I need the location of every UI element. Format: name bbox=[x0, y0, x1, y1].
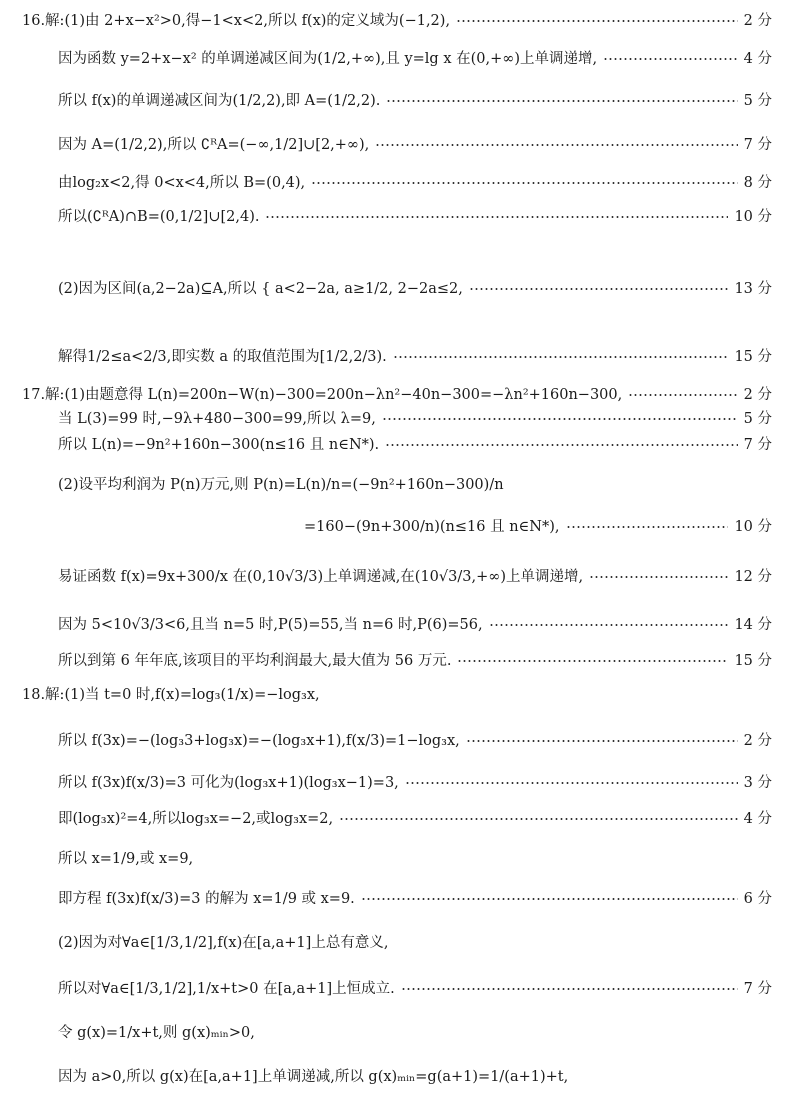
line-text: 因为 a>0,所以 g(x)在[a,a+1]上单调递减,所以 g(x)ₘᵢₙ=g(a+1)=1/(a+1)+t, bbox=[58, 1069, 569, 1085]
answer-line bbox=[22, 850, 772, 868]
line-score: 10 分 bbox=[734, 209, 772, 225]
answer-line bbox=[22, 174, 772, 192]
line-score: 7 分 bbox=[743, 981, 772, 997]
line-score: 13 分 bbox=[734, 281, 772, 297]
line-score: 8 分 bbox=[743, 175, 772, 191]
line-text: (2)因为对∀a∈[1/3,1/2],f(x)在[a,a+1]上总有意义, bbox=[58, 935, 389, 951]
line-text: 所以 x=1/9,或 x=9, bbox=[58, 851, 194, 867]
line-text: 由log₂x<2,得 0<x<4,所以 B=(0,4), bbox=[58, 175, 306, 191]
leader-dots bbox=[339, 818, 738, 820]
leader-dots bbox=[382, 418, 738, 420]
line-score: 6 分 bbox=[743, 891, 772, 907]
answer-line bbox=[22, 348, 772, 366]
answer-line bbox=[22, 12, 772, 30]
line-text: =160−(9n+300/n)(n≤16 且 n∈N*), bbox=[304, 519, 560, 535]
line-text: 16.解:(1)由 2+x−x²>0,得−1<x<2,所以 f(x)的定义域为(−1,2), bbox=[22, 13, 451, 29]
answer-line bbox=[22, 50, 772, 68]
answer-line bbox=[22, 810, 772, 828]
line-text: 因为函数 y=2+x−x² 的单调递减区间为(1/2,+∞),且 y=lg x 在(0,+∞)上单调递增, bbox=[58, 51, 598, 67]
leader-dots bbox=[628, 394, 737, 396]
line-score: 14 分 bbox=[734, 617, 772, 633]
leader-dots bbox=[265, 216, 728, 218]
line-text: 易证函数 f(x)=9x+300/x 在(0,10√3/3)上单调递减,在(10√3/3,+∞)上单调递增, bbox=[58, 569, 584, 585]
leader-dots bbox=[589, 576, 728, 578]
answer-line bbox=[22, 1068, 772, 1086]
leader-dots bbox=[566, 526, 729, 528]
answer-line bbox=[22, 732, 772, 750]
leader-dots bbox=[393, 356, 729, 358]
line-text: 所以到第 6 年年底,该项目的平均利润最大,最大值为 56 万元. bbox=[58, 653, 452, 669]
leader-dots bbox=[405, 782, 738, 784]
answer-line bbox=[22, 436, 772, 454]
line-text: 所以 f(x)的单调递减区间为(1/2,2),即 A=(1/2,2). bbox=[58, 93, 381, 109]
line-text: 即(log₃x)²=4,所以log₃x=−2,或log₃x=2, bbox=[58, 811, 334, 827]
answer-line bbox=[22, 208, 772, 226]
line-score: 2 分 bbox=[743, 387, 772, 403]
answer-line bbox=[22, 934, 772, 952]
line-score: 7 分 bbox=[743, 437, 772, 453]
line-text: (2)因为区间(a,2−2a)⊆A,所以 { a<2−2a, a≥1/2, 2−2a≤2, bbox=[58, 281, 463, 297]
answer-line bbox=[22, 476, 772, 494]
line-score: 2 分 bbox=[743, 733, 772, 749]
line-score: 15 分 bbox=[734, 349, 772, 365]
line-text: 所以 f(3x)f(x/3)=3 可化为(log₃x+1)(log₃x−1)=3, bbox=[58, 775, 399, 791]
line-text: 令 g(x)=1/x+t,则 g(x)ₘᵢₙ>0, bbox=[58, 1025, 255, 1041]
line-score: 3 分 bbox=[743, 775, 772, 791]
line-score: 15 分 bbox=[734, 653, 772, 669]
answer-line bbox=[22, 568, 772, 586]
line-text: 所以 f(3x)=−(log₃3+log₃x)=−(log₃x+1),f(x/3)=1−log₃x, bbox=[58, 733, 460, 749]
line-text: 所以(∁ᴿA)∩B=(0,1/2]∪[2,4). bbox=[58, 209, 260, 225]
answer-line bbox=[22, 890, 772, 908]
line-text: 解得1/2≤a<2/3,即实数 a 的取值范围为[1/2,2/3). bbox=[58, 349, 387, 365]
leader-dots bbox=[466, 740, 738, 742]
line-text: 18.解:(1)当 t=0 时,f(x)=log₃(1/x)=−log₃x, bbox=[22, 687, 320, 703]
answer-line bbox=[22, 774, 772, 792]
line-text: 当 L(3)=99 时,−9λ+480−300=99,所以 λ=9, bbox=[58, 411, 376, 427]
line-text: 即方程 f(3x)f(x/3)=3 的解为 x=1/9 或 x=9. bbox=[58, 891, 355, 907]
leader-dots bbox=[375, 144, 737, 146]
leader-dots bbox=[603, 58, 738, 60]
line-text: 所以 L(n)=−9n²+160n−300(n≤16 且 n∈N*). bbox=[58, 437, 380, 453]
line-score: 7 分 bbox=[743, 137, 772, 153]
line-text: 17.解:(1)由题意得 L(n)=200n−W(n)−300=200n−λn²−40n−300=−λn²+160n−300, bbox=[22, 387, 623, 403]
answer-line bbox=[22, 518, 772, 536]
line-score: 4 分 bbox=[743, 51, 772, 67]
answer-line bbox=[22, 616, 772, 634]
line-score: 10 分 bbox=[734, 519, 772, 535]
leader-dots bbox=[456, 20, 738, 22]
answer-line bbox=[22, 980, 772, 998]
answer-line bbox=[22, 280, 772, 298]
leader-dots bbox=[457, 660, 728, 662]
leader-dots bbox=[361, 898, 738, 900]
leader-dots bbox=[489, 624, 729, 626]
answer-line bbox=[22, 92, 772, 110]
leader-dots bbox=[385, 444, 738, 446]
line-score: 12 分 bbox=[734, 569, 772, 585]
line-text: 因为 A=(1/2,2),所以 ∁ᴿA=(−∞,1/2]∪[2,+∞), bbox=[58, 137, 370, 153]
answer-line bbox=[22, 410, 772, 428]
line-score: 5 分 bbox=[743, 93, 772, 109]
answer-line bbox=[22, 386, 772, 404]
answer-line bbox=[22, 652, 772, 670]
line-score: 2 分 bbox=[743, 13, 772, 29]
leader-dots bbox=[401, 988, 738, 990]
leader-dots bbox=[386, 100, 737, 102]
answer-line bbox=[22, 1024, 772, 1042]
line-score: 5 分 bbox=[743, 411, 772, 427]
line-text: 因为 5<10√3/3<6,且当 n=5 时,P(5)=55,当 n=6 时,P(6)=56, bbox=[58, 617, 483, 633]
line-text: (2)设平均利润为 P(n)万元,则 P(n)=L(n)/n=(−9n²+160n−300)/n bbox=[58, 477, 504, 493]
answer-line bbox=[22, 686, 772, 704]
answer-line bbox=[22, 136, 772, 154]
leader-dots bbox=[469, 288, 729, 290]
leader-dots bbox=[311, 182, 737, 184]
line-score: 4 分 bbox=[743, 811, 772, 827]
line-text: 所以对∀a∈[1/3,1/2],1/x+t>0 在[a,a+1]上恒成立. bbox=[58, 981, 395, 997]
